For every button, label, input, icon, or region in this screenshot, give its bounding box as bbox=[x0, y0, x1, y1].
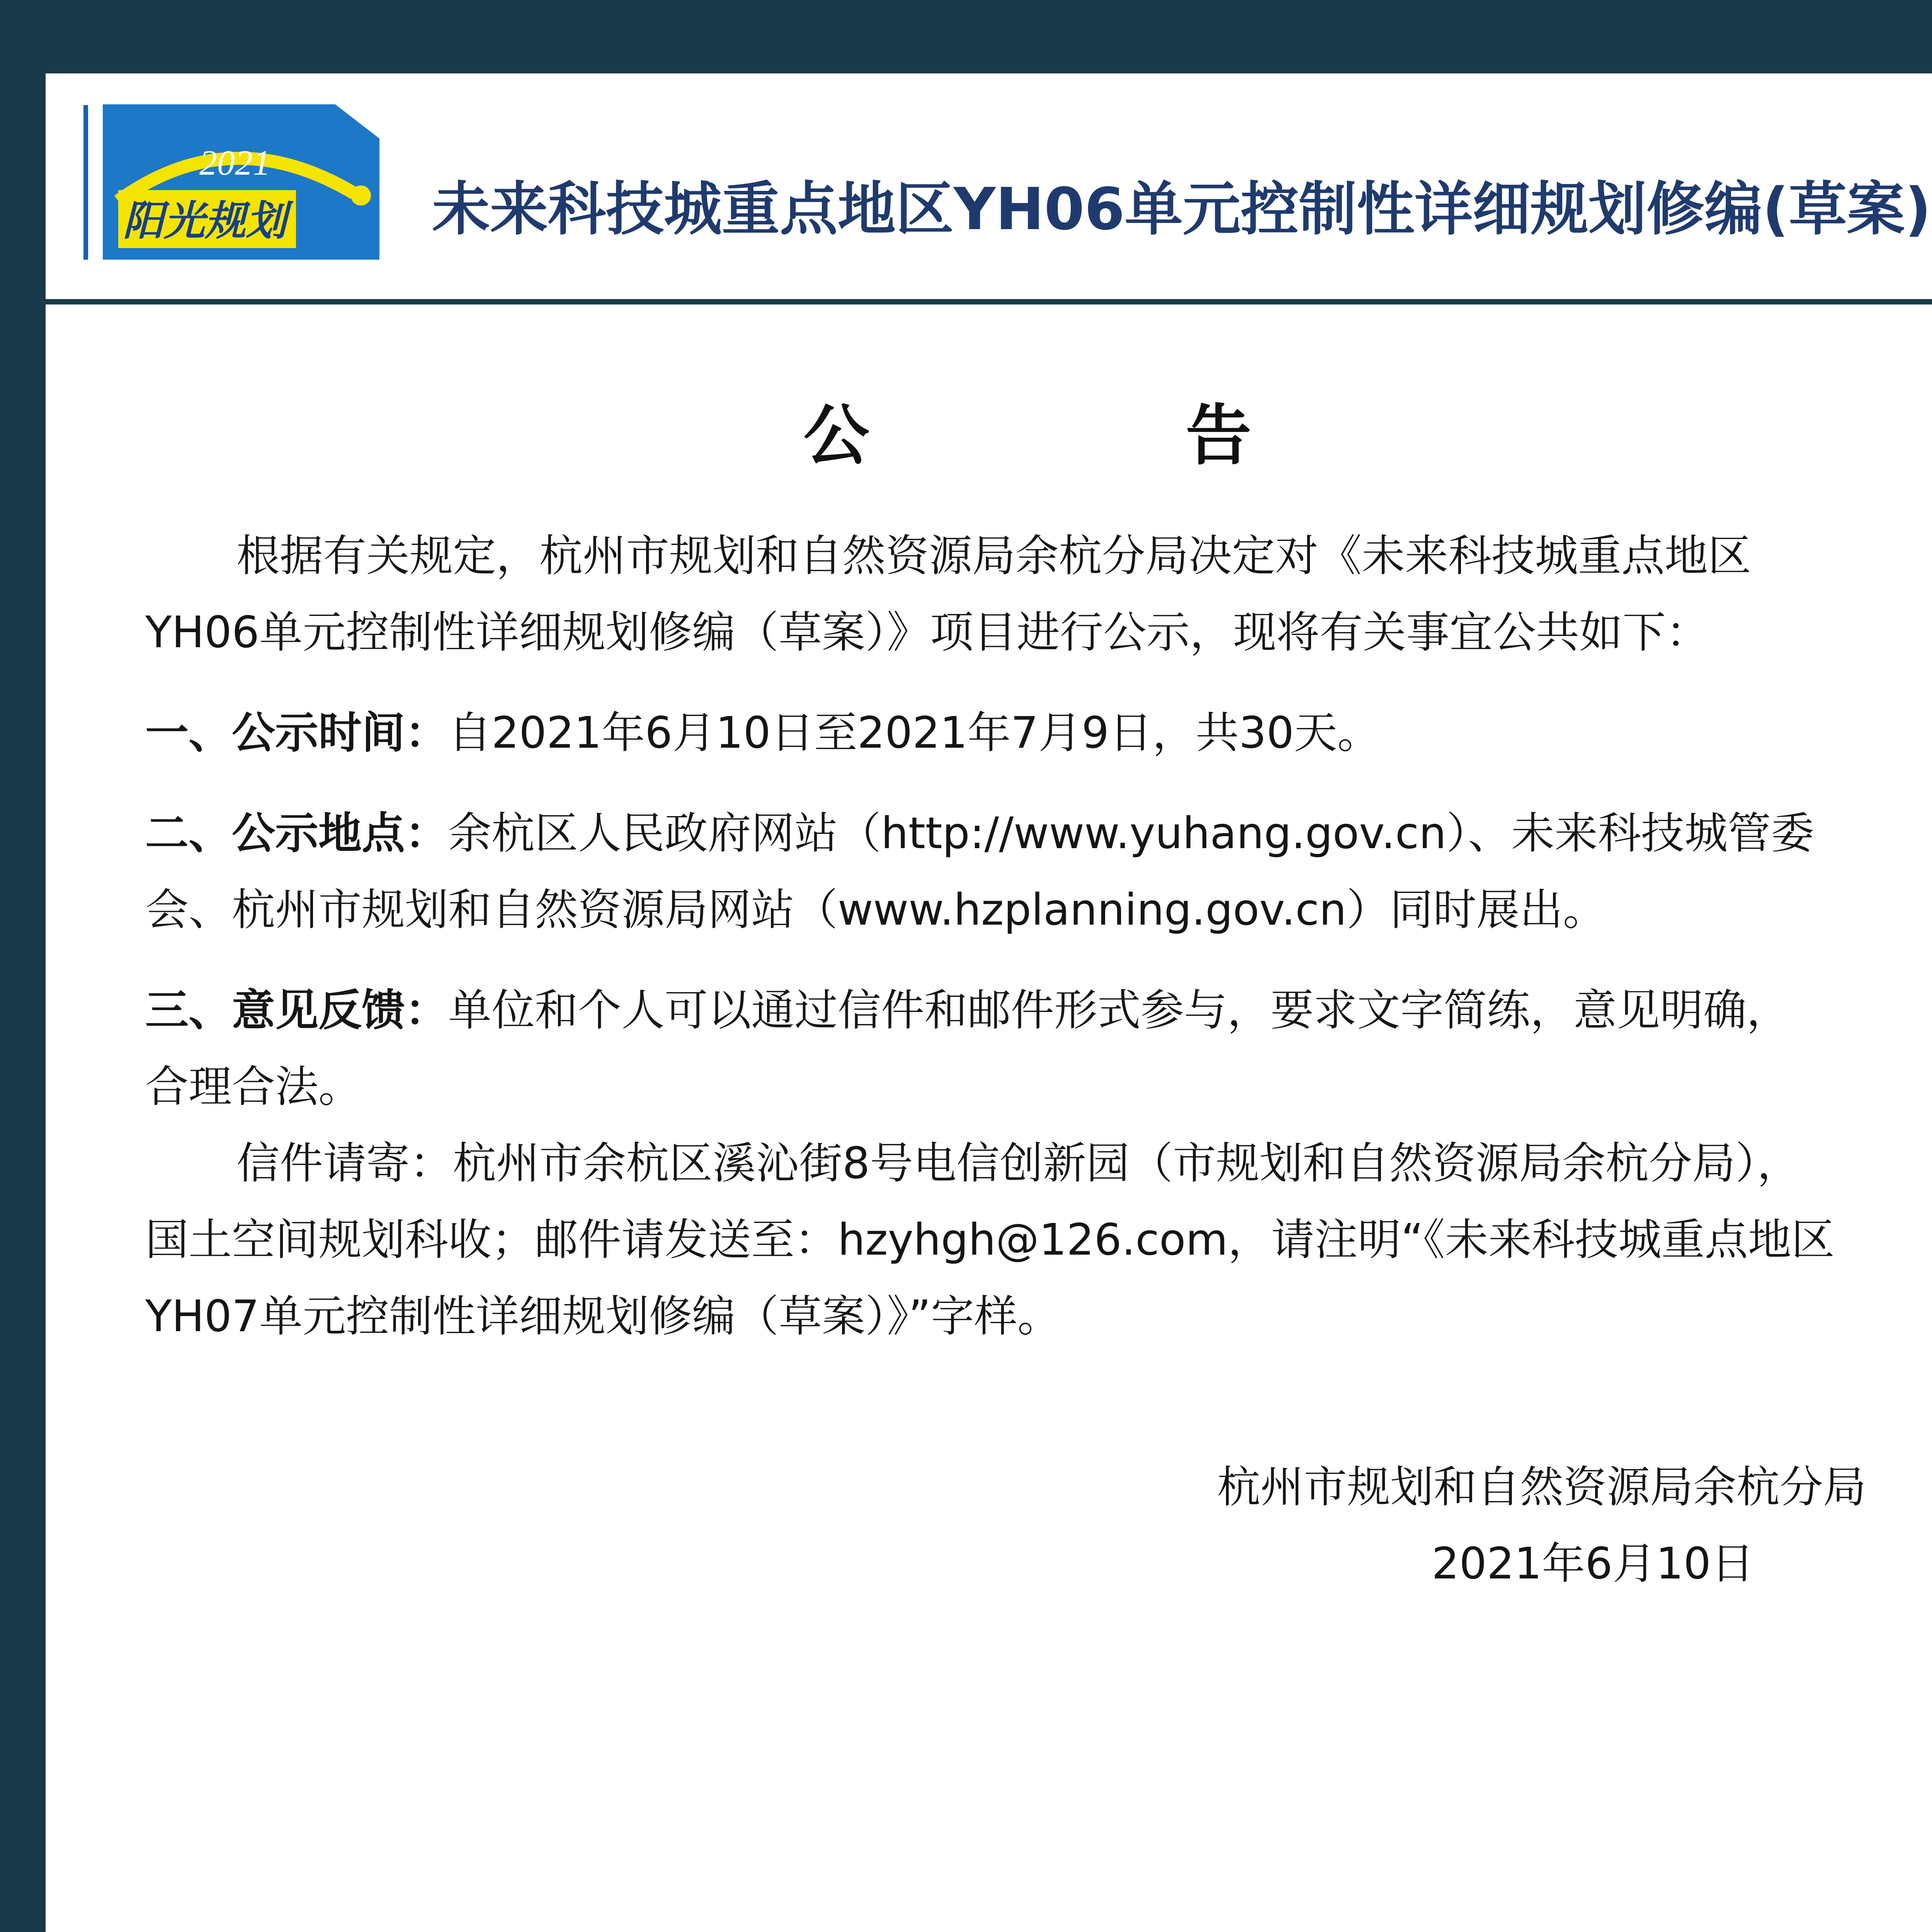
signature-org: 杭州市规划和自然资源局余杭分局 bbox=[1217, 1462, 1866, 1512]
mail-line-3: YH07单元控制性详细规划修编（草案）》”字样。 bbox=[145, 1291, 1061, 1342]
item2-line-2: 会、杭州市规划和自然资源局网站（www.hzplanning.gov.cn）同时展出。 bbox=[145, 885, 1606, 935]
document-sheet bbox=[46, 73, 1932, 1932]
logo-text: 阳光规划 bbox=[123, 197, 287, 245]
mail-line-1: 信件请寄：杭州市余杭区溪沁街8号电信创新园（市规划和自然资源局余杭分局）， bbox=[236, 1138, 1801, 1189]
signature-block bbox=[1217, 1449, 1866, 1602]
header-accent-bar bbox=[83, 105, 88, 260]
header-divider bbox=[46, 299, 1932, 304]
item-publicity-location bbox=[145, 795, 1932, 872]
mail-line-2: 国土空间规划科收；邮件请发送至：hzyhgh@126.com，请注明“《未来科技城重点地区 bbox=[145, 1215, 1835, 1265]
item3-label: 三、意见反馈： bbox=[145, 985, 448, 1036]
document-title: 未来科技城重点地区YH06单元控制性详细规划修编(草案) bbox=[432, 176, 1932, 243]
item1-label: 一、公示时间： bbox=[145, 708, 448, 758]
item1-text: 自2021年6月10日至2021年7月9日，共30天。 bbox=[448, 708, 1381, 758]
item3-line-2: 合理合法。 bbox=[145, 1062, 362, 1112]
notice-heading: 公 告 bbox=[803, 398, 1398, 474]
item2-line-1: 余杭区人民政府网站（http://www.yuhang.gov.cn）、未来科技城管委 bbox=[448, 808, 1815, 859]
intro-line-1: 根据有关规定，杭州市规划和自然资源局余杭分局决定对《未来科技城重点地区 bbox=[236, 531, 1751, 581]
item2-label: 二、公示地点： bbox=[145, 808, 448, 859]
logo-graphic bbox=[103, 104, 379, 260]
item3-line-1: 单位和个人可以通过信件和邮件形式参与，要求文字简练，意见明确， bbox=[448, 985, 1790, 1036]
item-publicity-period bbox=[145, 695, 1932, 771]
notice-body bbox=[145, 518, 1932, 1355]
sunshine-planning-logo bbox=[103, 104, 379, 260]
logo-year: 2021 bbox=[199, 143, 270, 182]
document-header bbox=[46, 73, 1932, 301]
intro-line-2: YH06单元控制性详细规划修编（草案）》项目进行公示，现将有关事宜公共如下： bbox=[145, 607, 1709, 658]
item-feedback bbox=[145, 972, 1932, 1049]
signature-date: 2021年6月10日 bbox=[1432, 1539, 1754, 1589]
